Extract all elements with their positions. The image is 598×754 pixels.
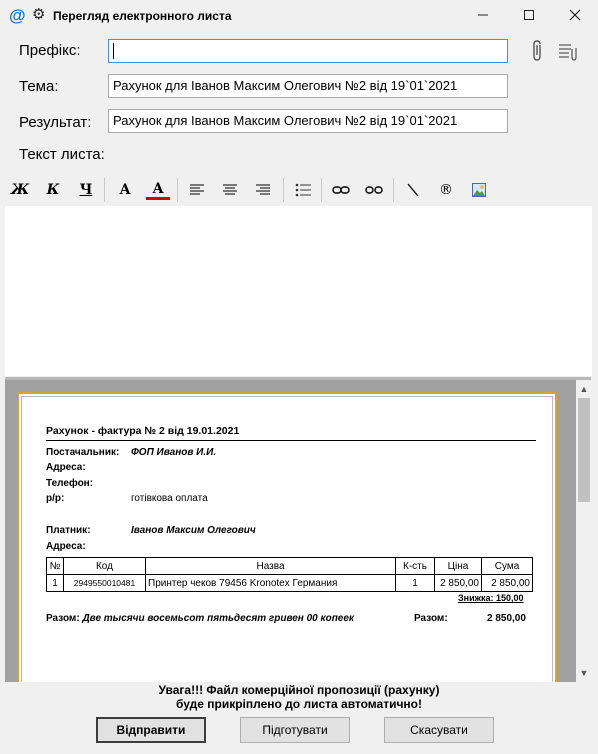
title-bar [0,0,598,32]
account-label: р/р: [46,493,65,504]
toolbar-separator [177,178,178,202]
bullet-list-icon [295,183,311,197]
warning-line-2: буде прикріплено до листа автоматично! [176,697,422,711]
column-header: Ціна [435,558,482,575]
table-cell: 1 [47,575,64,592]
column-header: № [47,558,64,575]
format-toolbar [0,176,598,204]
payer-address-label: Адреса: [46,541,86,552]
maximize-button[interactable] [506,0,552,30]
scroll-up-icon[interactable]: ▲ [579,384,589,394]
text-caret [113,43,114,59]
warning-line-1: Увага!!! Файл комерційної пропозиції (рахунку) [158,683,440,697]
table-cell: 2949550010481 [64,575,146,592]
invoice-table [46,557,533,592]
underline-button[interactable]: Ч [79,182,93,198]
prefix-input[interactable] [108,39,508,63]
payer-value: Іванов Максим Олегович [131,525,256,536]
total-words-value: Две тысячи восемьсот пятьдесят гривен 00 копеек [82,613,354,624]
align-center-icon [223,184,237,196]
subject-label: Тема: [19,78,59,95]
table-cell: 1 [396,575,435,592]
toolbar-separator [283,178,284,202]
scroll-thumb[interactable] [578,398,590,502]
unlink-icon [365,185,383,195]
table-header-row [47,558,533,575]
column-header: К-сть [396,558,435,575]
scroll-down-icon[interactable]: ▼ [579,668,589,678]
message-body-editor[interactable] [5,206,592,376]
table-cell: 2 850,00 [482,575,533,592]
minimize-icon [477,9,489,21]
supplier-value: ФОП Иванов И.И. [131,447,217,458]
prepare-button[interactable]: Підготувати [240,717,350,743]
total-words-label: Разом: [46,613,80,624]
window-title: Перегляд електронного листа [53,9,232,23]
column-header: Сума [482,558,533,575]
insert-link-button[interactable] [329,178,353,202]
align-left-button[interactable] [185,178,209,202]
paperclip-icon[interactable] [528,39,546,63]
result-input[interactable]: Рахунок для Іванов Максим Олегович №2 від 19`01`2021 [108,109,508,133]
toolbar-separator [104,178,105,202]
at-sign-icon: @ [9,6,26,25]
bullet-list-button[interactable] [291,178,315,202]
invoice-preview [5,377,591,682]
line-icon [406,183,420,197]
italic-button[interactable]: К [46,182,60,198]
subject-input[interactable]: Рахунок для Іванов Максим Олегович №2 від 19`01`2021 [108,74,508,98]
table-row [47,575,533,592]
total-sum-value: 2 850,00 [487,613,526,624]
insert-image-button[interactable] [467,178,491,202]
table-cell: Принтер чеков 79456 Kronotex Германия [146,575,396,592]
invoice-page [17,392,557,682]
cancel-button[interactable]: Скасувати [384,717,494,743]
invoice-title: Рахунок - фактура № 2 від 19.01.2021 [46,425,536,441]
column-header: Код [64,558,146,575]
close-button[interactable] [552,0,598,30]
font-button[interactable]: A [119,182,131,198]
total-in-words [46,613,354,624]
minimize-button[interactable] [460,0,506,30]
toolbar-separator [393,178,394,202]
align-center-button[interactable] [218,178,242,202]
link-icon [332,185,350,195]
horizontal-line-button[interactable] [401,178,425,202]
preview-scrollbar[interactable] [576,380,591,682]
align-left-icon [190,184,204,196]
total-sum-label: Разом: [414,613,448,624]
phone-label: Телефон: [46,478,94,489]
image-icon [472,183,486,197]
result-label: Результат: [19,114,92,131]
special-symbol-button[interactable]: ® [439,182,453,198]
attachment-list-icon[interactable] [558,41,580,61]
body-label: Текст листа: [19,146,105,163]
address-label: Адреса: [46,462,86,473]
prefix-label: Префікс: [19,42,81,59]
remove-link-button[interactable] [362,178,386,202]
attachment-warning [0,683,598,711]
discount-text: Знижка: 150,00 [458,593,524,603]
align-right-button[interactable] [251,178,275,202]
supplier-label: Постачальник: [46,447,120,458]
table-cell: 2 850,00 [435,575,482,592]
gear-icon[interactable]: ⚙ [32,6,46,23]
account-value: готівкова оплата [131,493,208,504]
column-header: Назва [146,558,396,575]
close-icon [569,9,581,21]
send-button[interactable]: Відправити [96,717,206,743]
align-right-icon [256,184,270,196]
bold-button[interactable]: Ж [10,182,30,198]
toolbar-separator [321,178,322,202]
font-color-button[interactable]: A [146,180,170,200]
payer-label: Платник: [46,525,91,536]
maximize-icon [523,9,535,21]
